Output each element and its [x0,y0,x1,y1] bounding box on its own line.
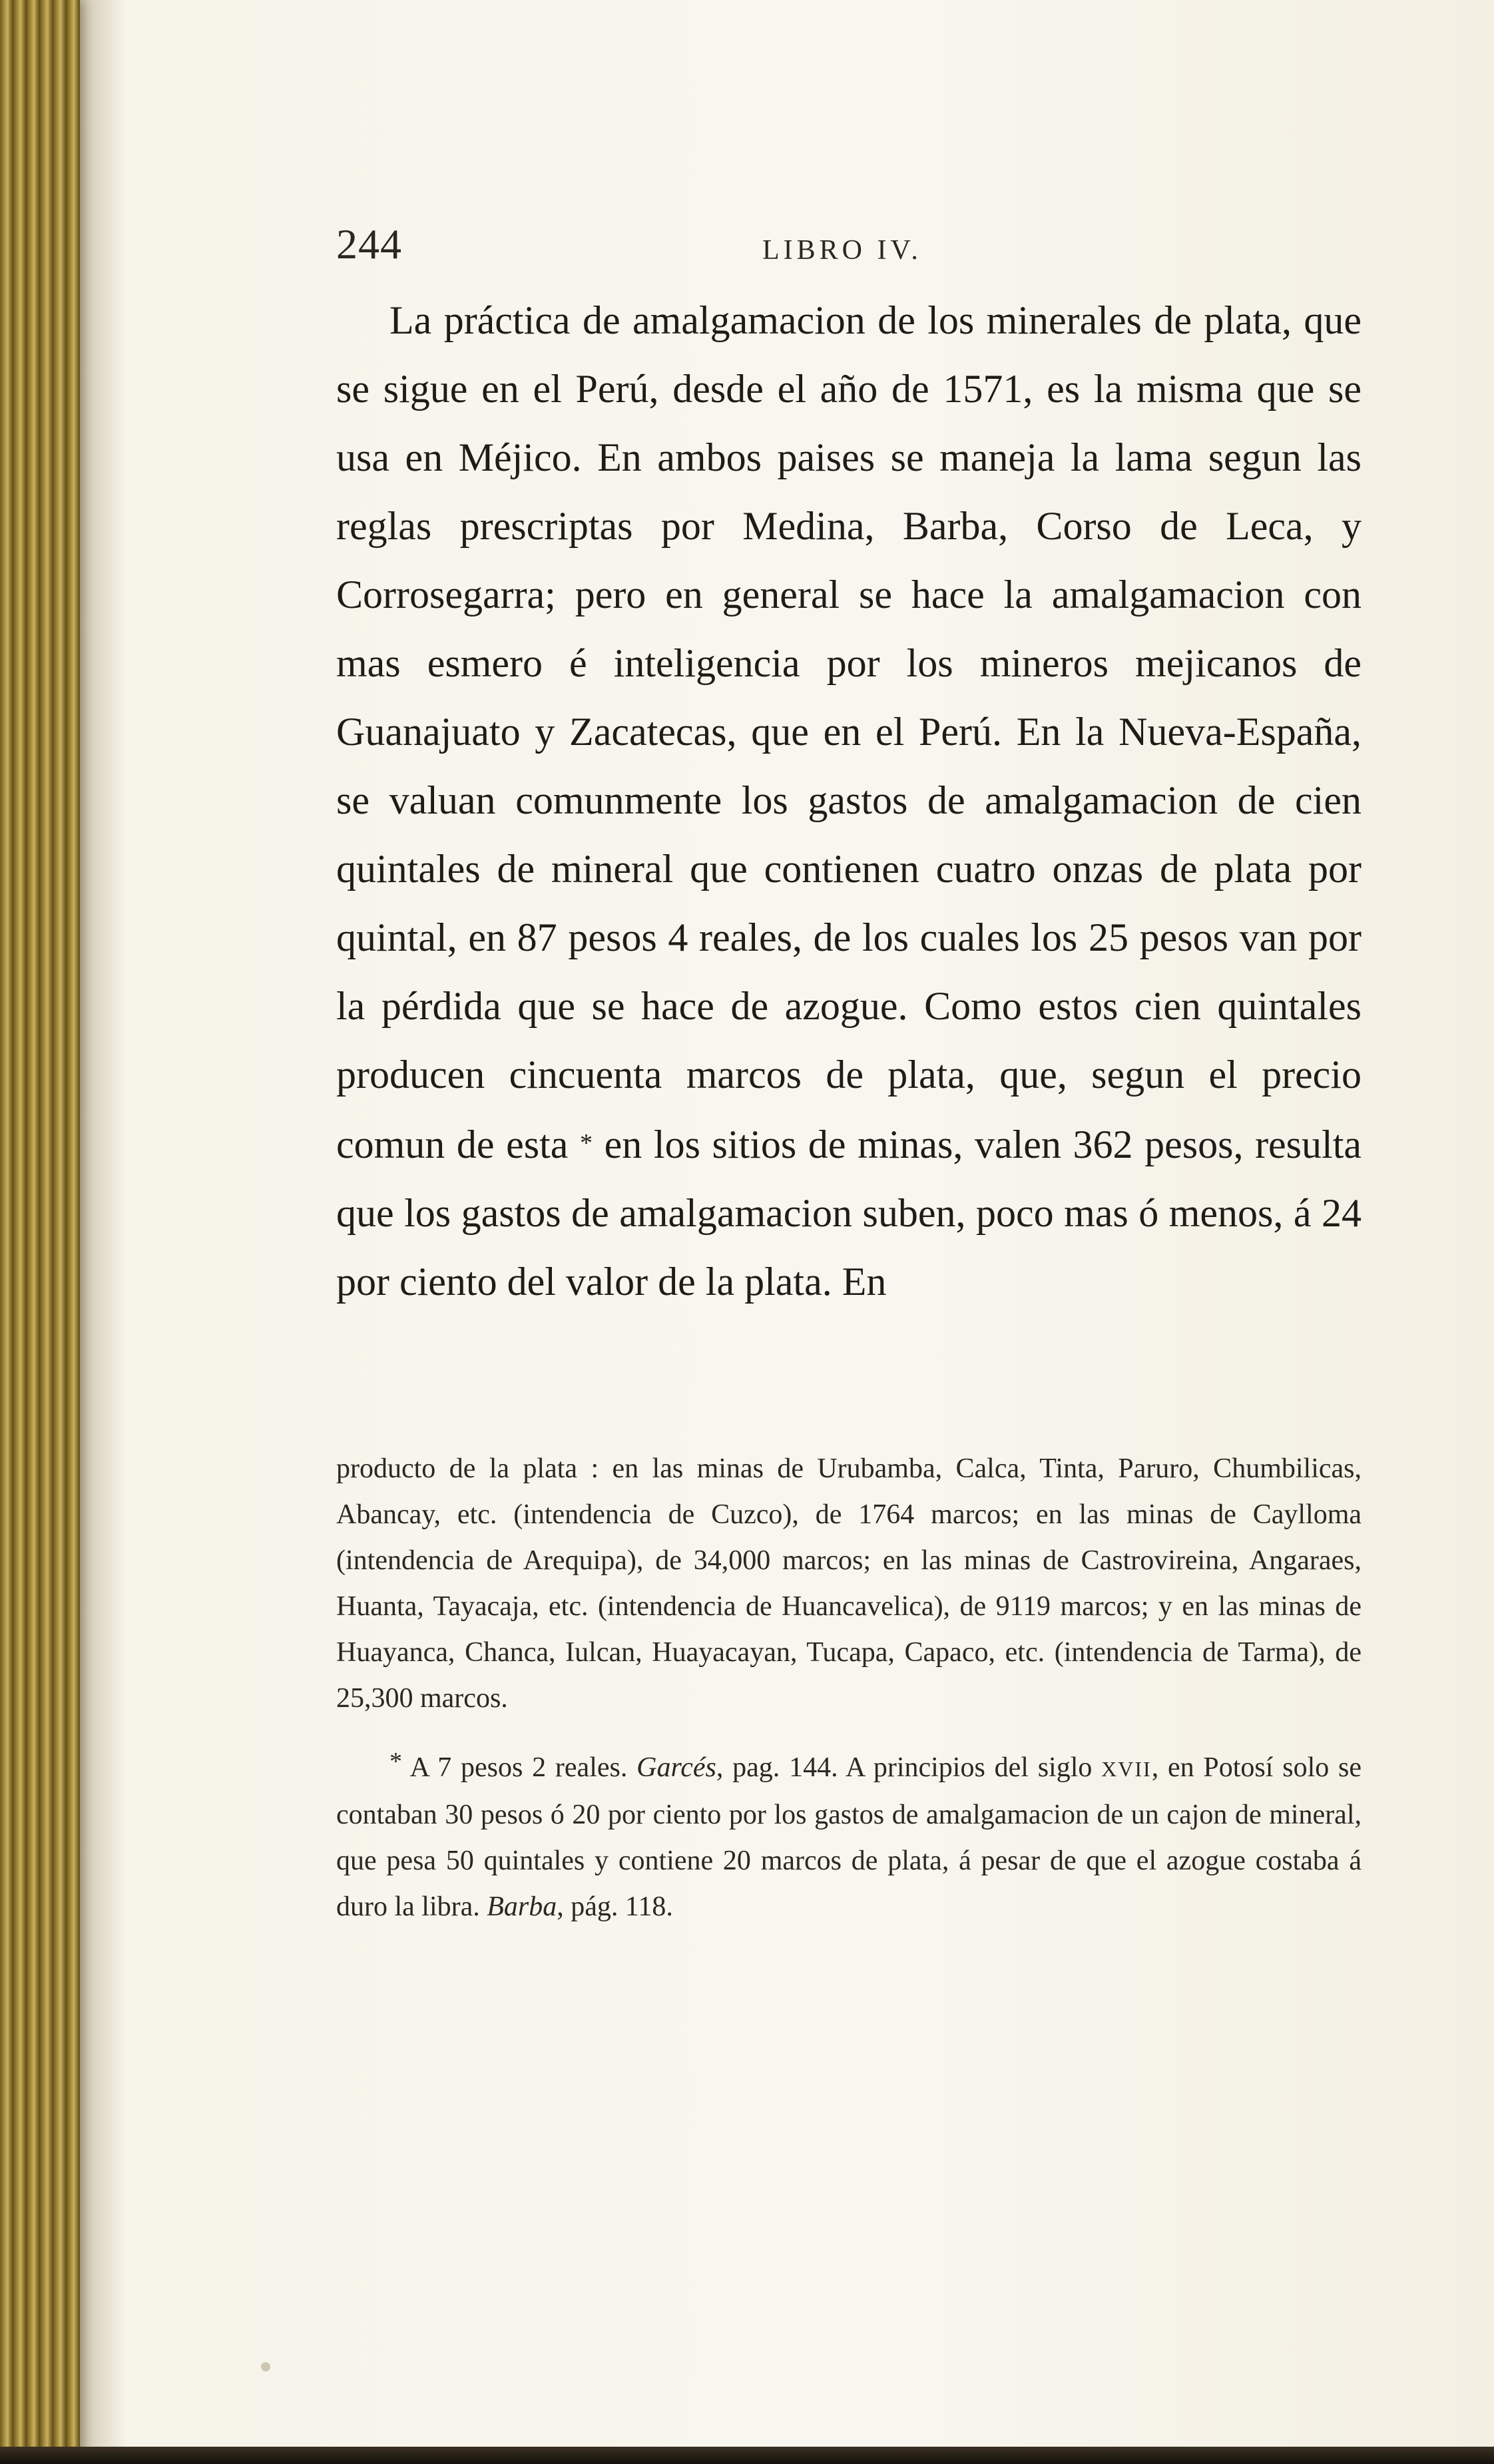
footnote-star-text-c: , en Potosí solo se contaban 30 pesos ó 20 por ciento por los gastos de amalgamacion de un cajon de mineral, que pesa 50 quintales y contiene 20 marcos de plata, á pesar de que el azogue costaba á duro la libra. [336,1752,1362,1922]
gilt-page-edge [0,0,80,2464]
footnotes [336,1446,1362,1930]
footnote-star-text-d: , pág. 118. [557,1891,673,1922]
footnote-mark: * [389,1748,402,1776]
footnote-source-barba: Barba [487,1891,557,1922]
footnote-reference: * [580,1129,593,1157]
main-text [336,286,1362,1316]
gutter-shadow [80,0,126,2464]
footnote-star [336,1739,1362,1930]
running-head: LIBRO IV. [762,235,922,266]
page-number: 244 [336,220,402,268]
paper-speck [261,2362,270,2371]
body-paragraph [336,286,1362,1316]
footnote-star-text-b: , pag. 144. A principios del siglo [716,1752,1093,1783]
footnote-star-text-a: A 7 pesos 2 reales. [409,1752,628,1783]
footnote-century: XVII [1101,1757,1152,1781]
body-paragraph-continuation: en los sitios de minas, valen 362 pesos, resulta que los gastos de amalgamacion suben, poco mas ó menos, á 24 por ciento del valor de la plata. En [336,1122,1362,1304]
footnote-continued: producto de la plata : en las minas de Urubamba, Calca, Tinta, Paruro, Chumbilicas, Abancay, etc. (intendencia de Cuzco), de 1764 marcos; en las minas de Caylloma (intendencia de Arequipa), de 34,000 marcos; en las minas de Castrovireina, Angaraes, Huanta, Tayacaja, etc. (intendencia de Huancavelica), de 9119 marcos; y en las minas de Huayanca, Chanca, Iulcan, Huayacayan, Tucapa, Capaco, etc. (intendencia de Tarma), de 25,300 marcos. [336,1453,1362,1714]
page-bottom-edge [0,2447,1494,2464]
body-paragraph-text: La práctica de amalgamacion de los minerales de plata, que se sigue en el Perú, desde el año de 1571, es la misma que se usa en Méjico. En ambos paises se maneja la lama segun las reglas prescriptas por Medina, Barba, Corso de Leca, y Corrosegarra; pero en general se hace la amalgamacion con mas esmero é inteligencia por los mineros mejicanos de Guanajuato y Zacatecas, que en el Perú. En la Nueva-España, se valuan comunmente los gastos de amalgamacion de cien quintales de mineral que contienen cuatro onzas de plata por quintal, en 87 pesos 4 reales, de los cuales los 25 pesos van por la pérdida que se hace de azogue. Como estos cien quintales producen cincuenta marcos de plata, que, segun el precio comun de esta [336,298,1362,1166]
page-header [336,220,1362,280]
footnote-source-garces: Garcés [636,1752,716,1783]
